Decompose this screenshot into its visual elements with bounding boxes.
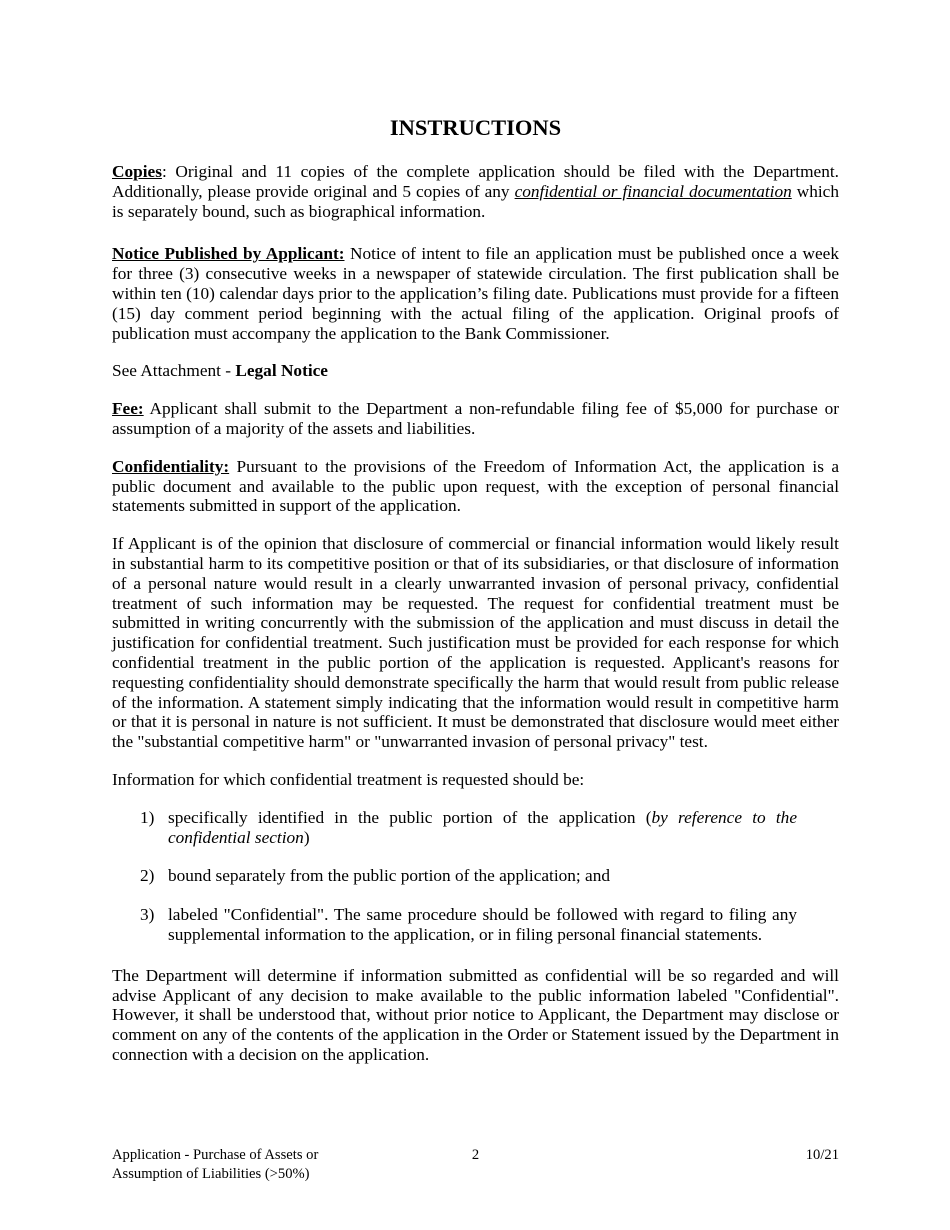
notice-text: Notice of intent to file an application must be published once a week for three (3) consecutive weeks in a newspaper of statewide circulation. The first publication shall be within ten (10) calendar days prior to the application’s filing date. Publications must provide for a fifteen (15) day comment period beginning with the actual filing of the application. Original proofs of publication must accompany the application to the Bank Commissioner. bbox=[112, 244, 839, 343]
confidentiality-label: Confidentiality: bbox=[112, 456, 230, 476]
list-item-number: 1) bbox=[140, 807, 155, 827]
list-intro: Information for which confidential treatment is requested should be: bbox=[112, 769, 585, 789]
fee-paragraph bbox=[112, 399, 839, 439]
notice-label: Notice Published by Applicant: bbox=[112, 244, 345, 264]
fee-label: Fee: bbox=[112, 399, 144, 419]
page-content bbox=[112, 114, 839, 1065]
fee-text: Applicant shall submit to the Department a non-refundable filing fee of $5,000 for purchase or assumption of a majority of the assets and liabilities. bbox=[112, 399, 839, 438]
confidential-requirements-list bbox=[112, 808, 839, 945]
list-item-number: 3) bbox=[140, 905, 155, 925]
footer-page-number: 2 bbox=[471, 1147, 480, 1163]
list-item-italic: by reference to the confidential section bbox=[168, 807, 797, 847]
attachment-prefix: See Attachment - bbox=[112, 361, 236, 381]
copies-emphasis: confidential or financial documentation bbox=[514, 181, 792, 201]
list-item-text: labeled "Confidential". The same procedure should be followed with regard to filing any supplemental information to the application, or in filing personal financial statements. bbox=[168, 905, 797, 944]
attachment-name: Legal Notice bbox=[235, 361, 328, 381]
confidentiality-text: Pursuant to the provisions of the Freedom of Information Act, the application is a public document and available to the public upon request, with the exception of personal financial statements submitted in support of the application. bbox=[112, 456, 839, 516]
copies-label: Copies bbox=[112, 162, 162, 181]
list-item bbox=[112, 905, 797, 945]
list-item-text: bound separately from the public portion of the application; and bbox=[168, 866, 610, 886]
list-item bbox=[112, 808, 797, 848]
page-title: INSTRUCTIONS bbox=[389, 115, 562, 140]
notice-paragraph bbox=[112, 244, 839, 343]
opinion-paragraph: If Applicant is of the opinion that disclosure of commercial or financial information would likely result in substantial harm to its competitive position or that of its subsidiaries, or that disclosure of information of a personal nature would result in a clearly unwarranted invasion of personal privacy, confidential treatment of such information may be requested. The request for confidential treatment must be submitted in writing concurrently with the submission of the application and must discuss in detail the justification for confidential treatment. Such justification must be provided for each response for which confidential treatment in the public portion of the application is requested. Applicant's reasons for requesting confidentiality should demonstrate specifically the harm that would result from public release of the information. A statement simply indicating that the information would result in competitive harm or that it is personal in nature is not sufficient. It must be demonstrated that disclosure would meet either the "substantial competitive harm" or "unwarranted invasion of personal privacy" test. bbox=[112, 534, 839, 752]
closing-paragraph: The Department will determine if information submitted as confidential will be so regarded and will advise Applicant of any decision to make available to the public information labeled "Confidential". However, it shall be understood that, without prior notice to Applicant, the Department may disclose or comment on any of the contents of the application in the Order or Statement issued by the Department in connection with a decision on the application. bbox=[112, 965, 839, 1064]
list-item bbox=[112, 866, 797, 886]
footer-title-line-1: Application - Purchase of Assets or bbox=[112, 1147, 319, 1163]
attachment-line bbox=[112, 361, 839, 381]
list-item-after: ) bbox=[303, 827, 310, 847]
confidentiality-paragraph bbox=[112, 457, 839, 516]
footer-title-line-2: Assumption of Liabilities (>50%) bbox=[112, 1166, 310, 1182]
copies-paragraph bbox=[112, 162, 839, 221]
list-item-text: specifically identified in the public portion of the application ( bbox=[168, 807, 652, 827]
list-item-number: 2) bbox=[140, 866, 155, 886]
copies-text-2: which is separately bound, such as biographical information. bbox=[112, 181, 839, 221]
footer-date: 10/21 bbox=[805, 1147, 839, 1163]
copies-text-1: : Original and 11 copies of the complete application should be filed with the Department. Additionally, please provide original and 5 copies of any bbox=[112, 162, 839, 201]
